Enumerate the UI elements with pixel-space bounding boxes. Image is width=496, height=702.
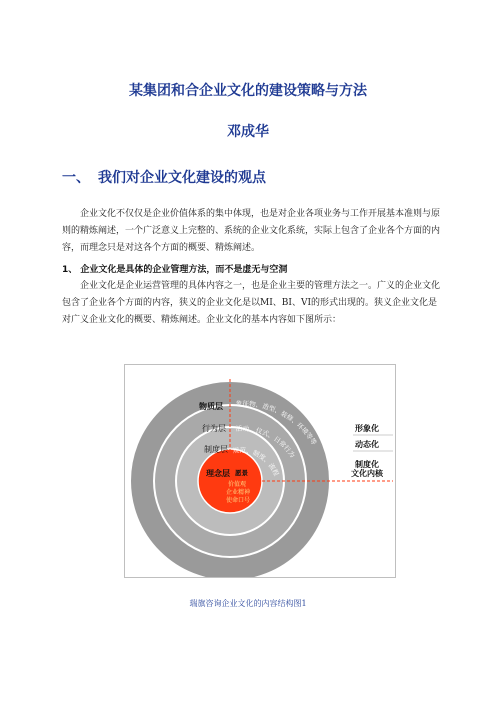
core-line-2: 企业精神 [226, 489, 251, 496]
arc-text-material: 象征物、造型、装修、环境等等 [235, 399, 319, 447]
layer-label-concept: 理念层 [206, 468, 230, 478]
document-title: 某集团和合企业文化的建设策略与方法 [129, 83, 367, 99]
core-line-1: 价值观 [228, 481, 247, 488]
core-line-3: 使命口号 [226, 497, 251, 504]
figure-caption: 瑞旗咨询企业文化的内容结构图1 [189, 599, 307, 608]
layer-label-material: 物质层 [199, 401, 223, 411]
culture-structure-figure [124, 364, 396, 578]
paragraph-2: 企业文化是企业运营管理的具体内容之一，也是企业主要的管理方法之一。广义的企业文化包含了企业各个方面的内容，狭义的企业文化是以MI、BI、VI的形式出现的。狭义企业文化是对广义企业文化的概要、精炼阐述。企业文化的基本内容如下图所示： [62, 281, 441, 325]
section-heading [62, 167, 266, 187]
right-label-system: 制度化 [355, 459, 379, 469]
right-label-dynamic: 动态化 [355, 439, 379, 449]
section-heading-text: 我们对企业文化建设的观点 [98, 170, 266, 186]
layer-label-behavior: 行为层 [202, 424, 226, 433]
right-label-core: 文化内核 [351, 468, 383, 478]
author-name: 邓成华 [227, 124, 269, 140]
paragraph-1: 企业文化不仅仅是企业价值体系的集中体现，也是对企业各项业务与工作开展基本准则与原则的精炼阐述，一个广泛意义上完整的、系统的企业文化系统，实际上包含了企业各个方面的内容，而理念只是对这各个方面的概要、精炼阐述。 [62, 209, 441, 253]
layer-label-system: 制度层 [204, 445, 228, 454]
right-label-image: 形象化 [355, 423, 379, 433]
arc-text-system: 规范、制度、流程 [232, 446, 281, 478]
arc-text-behavior: 活动、仪式、日常行为 [235, 424, 297, 460]
core-title: 愿景 [235, 469, 248, 477]
subheading-1: 1、 企业文化是具体的企业管理方法，而不是虚无与空洞 [62, 265, 288, 275]
section-number: 一、 [62, 170, 90, 186]
